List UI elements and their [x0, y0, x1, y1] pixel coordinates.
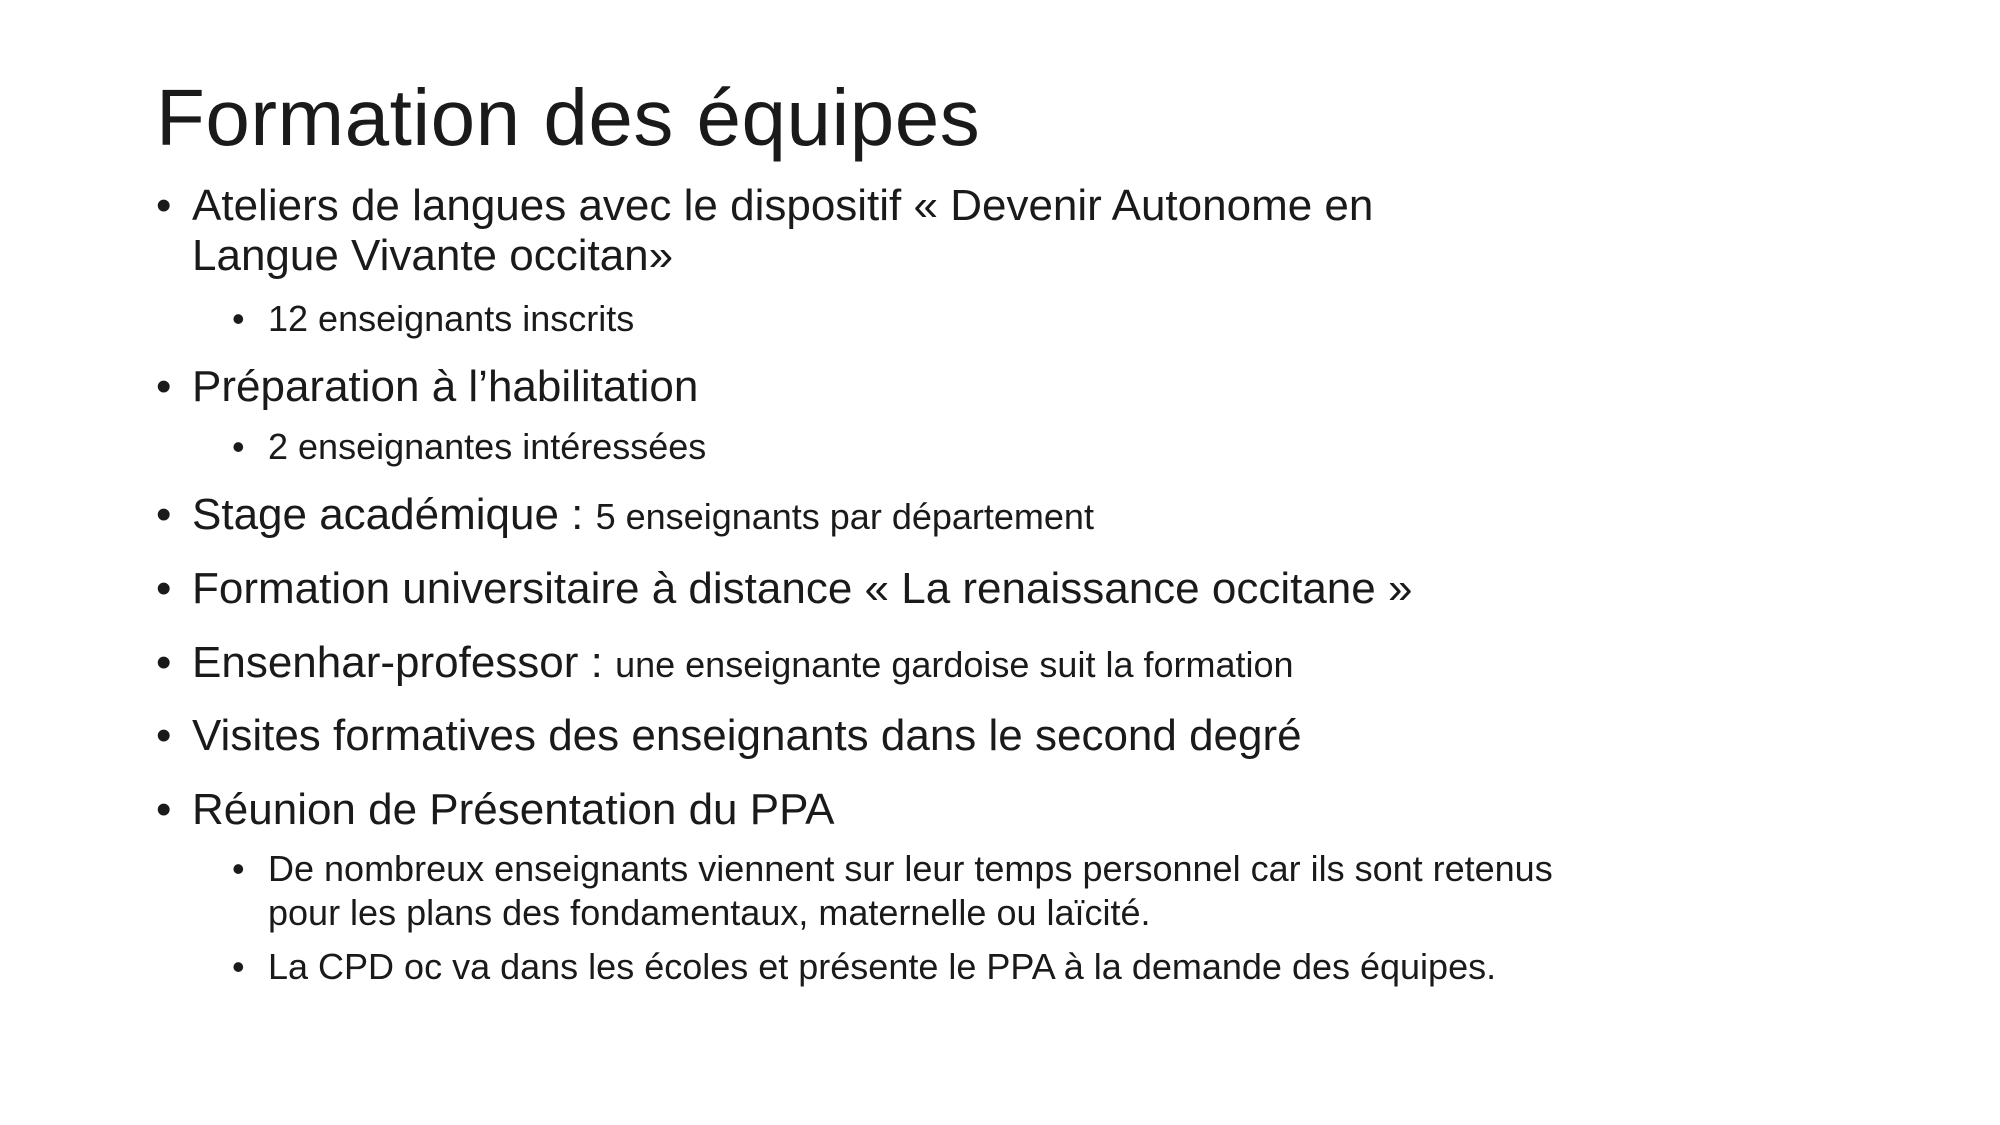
bullet-icon: • [156, 490, 172, 539]
sub-list-item-text: De nombreux enseignants viennent sur leur temps personnel car ils sont retenus [268, 848, 1553, 889]
bullet-icon: • [156, 564, 172, 613]
list-item-text: Réunion de Présentation du PPA [192, 785, 835, 834]
bullet-icon: • [156, 638, 172, 687]
bullet-icon: • [156, 181, 172, 230]
list-item-detail: une enseignante gardoise suit la formation [615, 644, 1294, 685]
sub-list-item-text: 2 enseignantes intéressées [268, 426, 707, 467]
sub-list-item-text: pour les plans des fondamentaux, maternelle ou laïcité. [268, 892, 1151, 933]
list-item-text: Stage académique : [192, 490, 596, 539]
list-item-text: Ateliers de langues avec le dispositif « Devenir Autonome en [192, 181, 1374, 230]
sub-list-item-text: 12 enseignants inscrits [268, 298, 635, 339]
list-item-text: Langue Vivante occitan» [192, 231, 674, 280]
list-item-text-wrap [192, 637, 1294, 691]
sub-list-item-text: La CPD oc va dans les écoles et présente le PPA à la demande des équipes. [268, 946, 1497, 987]
list-item-text: Formation universitaire à distance « La renaissance occitane » [192, 564, 1413, 613]
bullet-icon: • [232, 946, 245, 987]
list-item-text-wrap [192, 489, 1094, 543]
bullet-icon: • [156, 711, 172, 760]
bullet-icon: • [232, 298, 245, 339]
bullet-icon: • [232, 426, 245, 467]
list-item-text: Ensenhar-professor : [192, 638, 616, 687]
list-item-detail: 5 enseignants par département [595, 496, 1094, 537]
list-item-text: Visites formatives des enseignants dans le second degré [192, 711, 1302, 760]
slide-title: Formation des équipes [156, 73, 981, 162]
bullet-icon: • [232, 848, 245, 889]
bullet-icon: • [156, 362, 172, 411]
bullet-icon: • [156, 785, 172, 834]
list-item-text: Préparation à l’habilitation [192, 362, 699, 411]
